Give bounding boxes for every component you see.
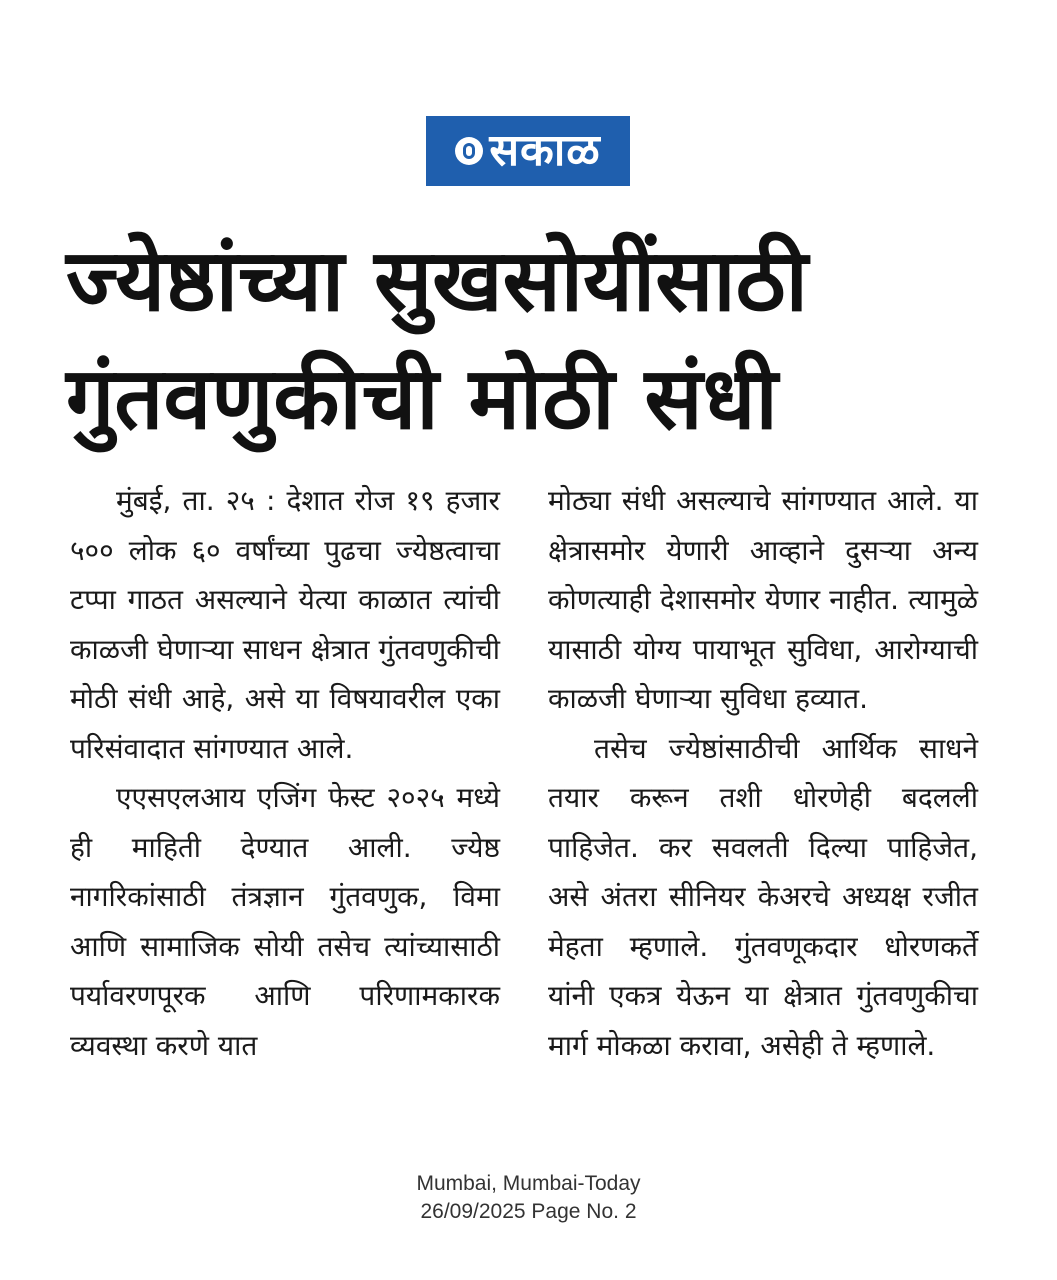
article-paragraph: मोठ्या संधी असल्याचे सांगण्यात आले. या क्षेत्रासमोर येणारी आव्हाने दुसऱ्या अन्य कोणत्याही देशासमोर येणार नाहीत. त्यामुळे यासाठी योग्य पायाभूत सुविधा, आरोग्याची काळजी घेणाऱ्या सुविधा हव्यात. [548,484,978,715]
article-paragraph: एएसएलआय एजिंग फेस्ट २०२५ मध्ये ही माहिती देण्यात आली. ज्येष्ठ नागरिकांसाठी तंत्रज्ञान गुंतवणुक, विमा आणि सामाजिक सोयी तसेच त्यांच्यासाठी पर्यावरणपूरक आणि परिणामकारक व्यवस्था करणे यात [70,781,500,1062]
article-column-right [548,476,978,1070]
article-paragraph: तसेच ज्येष्ठांसाठीची आर्थिक साधने तयार करून तशी धोरणेही बदलली पाहिजेत. कर सवलती दिल्या पाहिजेत, असे अंतरा सीनियर केअरचे अध्यक्ष रजीत मेहता म्हणाले. गुंतवणूकदार धोरणकर्ते यांनी एकत्र येऊन या क्षेत्रात गुंतवणुकीचा मार्ग मोकळा करावा, असेही ते म्हणाले. [548,731,978,1062]
date-page-label: 26/09/2025 Page No. 2 [420,1200,637,1223]
edition-label: Mumbai, Mumbai-Today [416,1172,641,1195]
logo-content [455,125,601,176]
logo-emblem-icon [455,137,483,165]
headline-line-2: गुंतवणुकीची मोठी संधी [66,349,778,449]
headline-line-1: ज्येष्ठांच्या सुखसोयींसाठी [66,231,808,331]
newspaper-logo [426,116,630,186]
article-headline [66,222,986,458]
article-column-left [70,476,500,1070]
logo-text: सकाळ [489,125,601,176]
clipping-source-footer [0,1170,1057,1226]
article-paragraph: मुंबई, ता. २५ : देशात रोज १९ हजार ५०० लोक ६० वर्षांच्या पुढचा ज्येष्ठत्वाचा टप्पा गाठत असल्याने येत्या काळात त्यांची काळजी घेणाऱ्या साधन क्षेत्रात गुंतवणुकीची मोठी संधी आहे, असे या विषयावरील एका परिसंवादात सांगण्यात आले. [70,484,500,765]
